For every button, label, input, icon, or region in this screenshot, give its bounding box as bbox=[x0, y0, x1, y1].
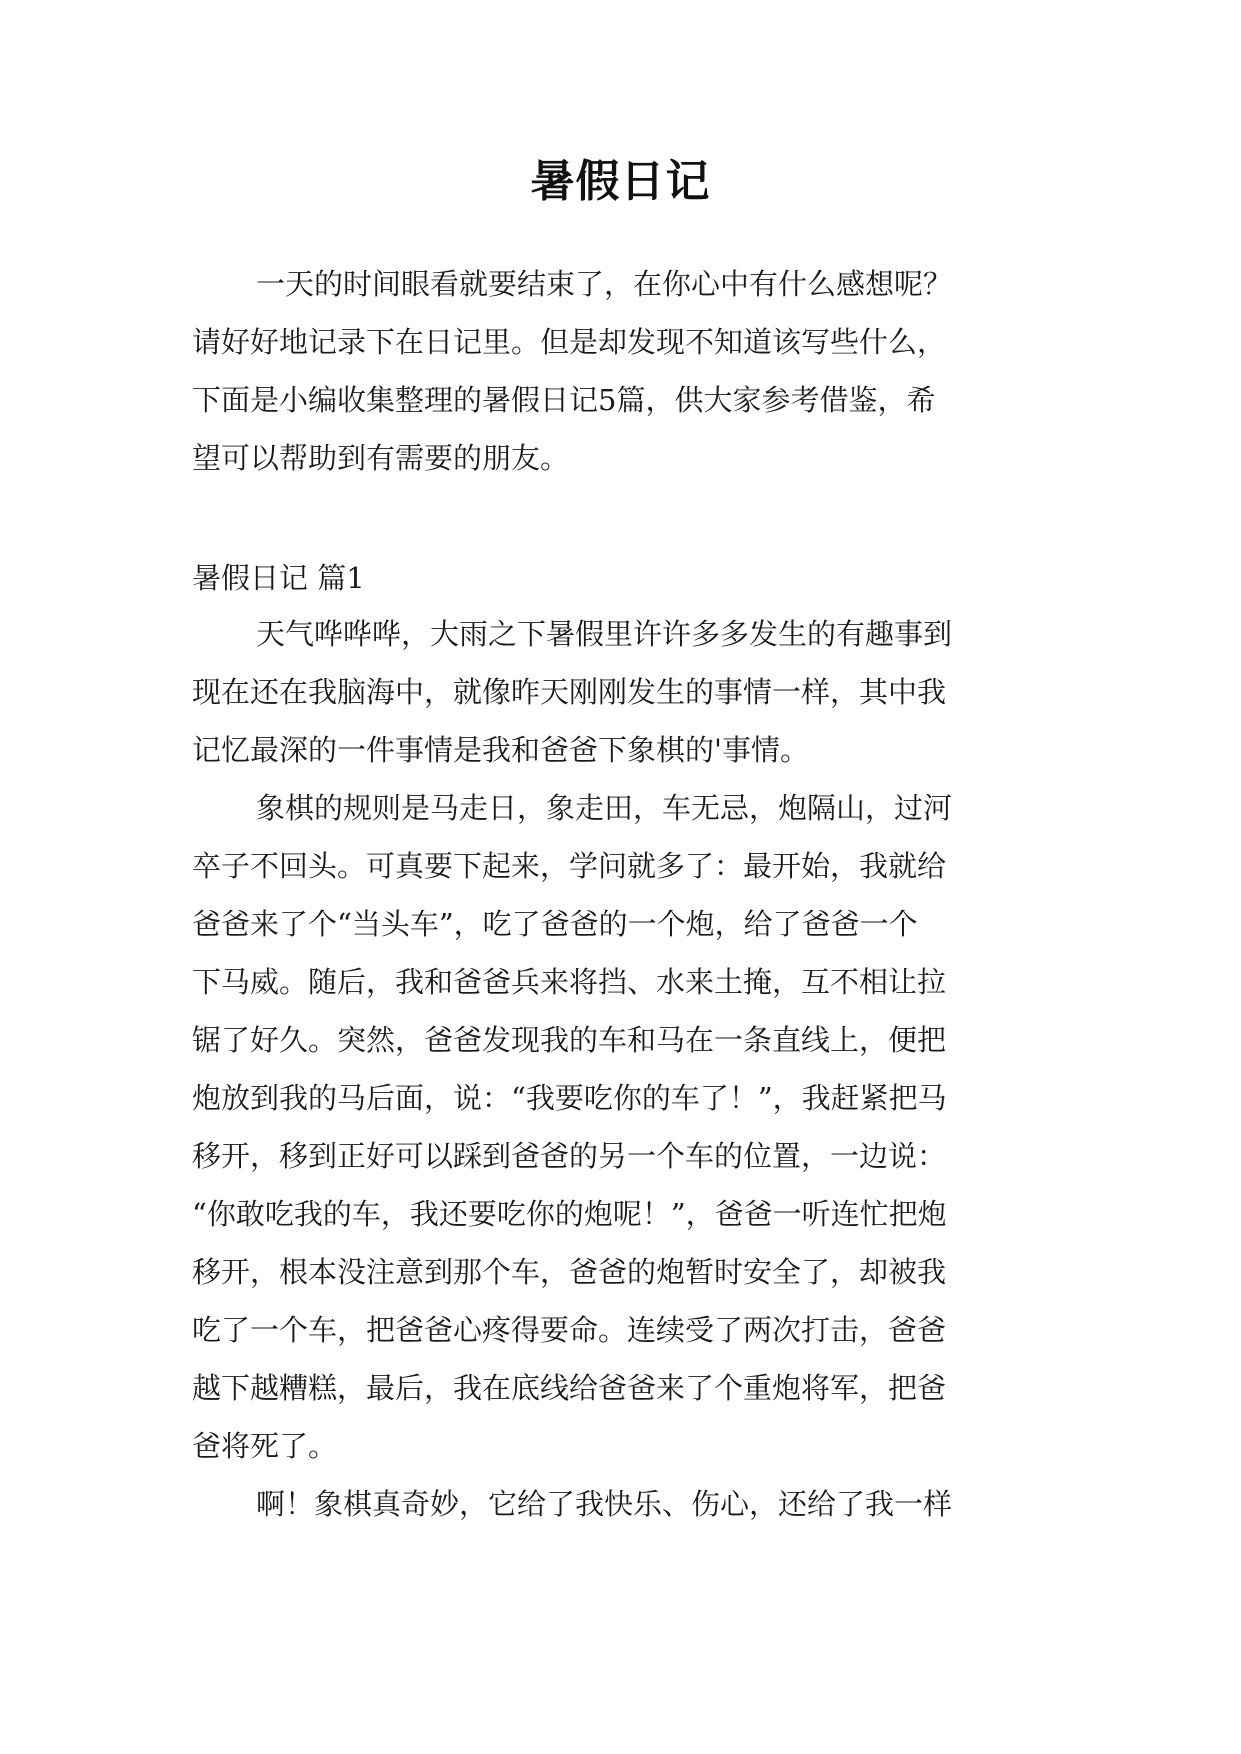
paragraph-line: 炮放到我的马后面，说：“我要吃你的车了！”，我赶紧把马 bbox=[192, 1081, 947, 1115]
paragraph-line: 现在还在我脑海中，就像昨天刚刚发生的事情一样，其中我 bbox=[192, 675, 947, 709]
paragraph-line: 卒子不回头。可真要下起来，学问就多了：最开始，我就给 bbox=[192, 849, 947, 883]
paragraph-line: 吃了一个车，把爸爸心疼得要命。连续受了两次打击，爸爸 bbox=[192, 1313, 947, 1347]
paragraph-line: 移开，移到正好可以踩到爸爸的另一个车的位置，一边说： bbox=[192, 1139, 947, 1173]
intro-line: 望可以帮助到有需要的朋友。 bbox=[192, 441, 570, 475]
paragraph-line: 锯了好久。突然，爸爸发现我的车和马在一条直线上，便把 bbox=[192, 1023, 947, 1057]
paragraph-line: 越下越糟糕，最后，我在底线给爸爸来了个重炮将军，把爸 bbox=[192, 1371, 947, 1405]
paragraph-line: 下马威。随后，我和爸爸兵来将挡、水来土掩，互不相让拉 bbox=[192, 965, 947, 999]
paragraph-line: 象棋的规则是马走日，象走田，车无忌，炮隔山，过河 bbox=[256, 791, 953, 825]
intro-line: 下面是小编收集整理的暑假日记5篇，供大家参考借鉴，希 bbox=[192, 383, 936, 417]
intro-line: 请好好地记录下在日记里。但是却发现不知道该写些什么， bbox=[192, 325, 947, 359]
document-title: 暑假日记 bbox=[530, 156, 711, 207]
paragraph-line: “你敢吃我的车，我还要吃你的炮呢！”，爸爸一听连忙把炮 bbox=[192, 1197, 947, 1231]
intro-line: 一天的时间眼看就要结束了，在你心中有什么感想呢？ bbox=[256, 267, 953, 301]
paragraph-line: 记忆最深的一件事情是我和爸爸下象棋的'事情。 bbox=[192, 733, 809, 767]
section-heading: 暑假日记 篇1 bbox=[192, 561, 365, 595]
paragraph-line: 移开，根本没注意到那个车，爸爸的炮暂时安全了，却被我 bbox=[192, 1255, 947, 1289]
paragraph-line: 爸将死了。 bbox=[192, 1429, 338, 1463]
paragraph-line: 天气哗哗哗，大雨之下暑假里许许多多发生的有趣事到 bbox=[256, 617, 953, 651]
paragraph-line: 啊！象棋真奇妙，它给了我快乐、伤心，还给了我一样 bbox=[256, 1487, 953, 1521]
paragraph-line: 爸爸来了个“当头车”，吃了爸爸的一个炮，给了爸爸一个 bbox=[192, 907, 918, 941]
